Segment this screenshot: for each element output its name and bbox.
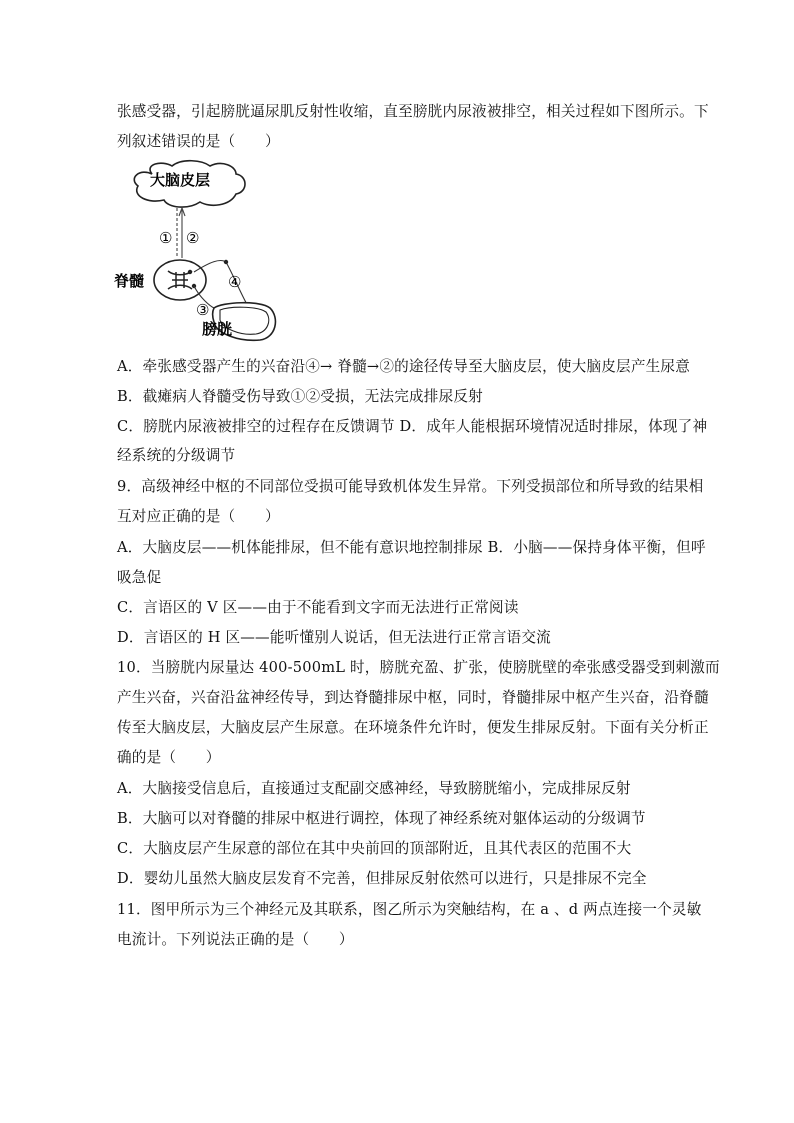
q9-stem-line-1: 9．高级神经中枢的不同部位受损可能导致机体发生异常。下列受损部位和所导致的结果相 [117, 478, 704, 495]
q10-option-a: A．大脑接受信息后，直接通过支配副交感神经，导致膀胱缩小，完成排尿反射 [117, 780, 631, 797]
pathway-4-dot [224, 260, 228, 264]
neuron-body-2 [192, 284, 196, 288]
pathway-2-label: ② [186, 229, 200, 247]
q10-stem-line-1: 10．当膀胱内尿量达 400-500mL 时，膀胱充盈、扩张，使膀胱壁的牵张感受器受到刺激而 [117, 659, 720, 676]
q9-option-c: C．言语区的 V 区——由于不能看到文字而无法进行正常阅读 [117, 599, 519, 616]
q8-option-a: A．牵张感受器产生的兴奋沿④→ 脊髓→②的途径传导至大脑皮层，使大脑皮层产生尿意 [117, 358, 691, 375]
q9-stem-line-2: 互对应正确的是（ ） [117, 508, 280, 525]
q9-option-d: D．言语区的 H 区——能听懂别人说话，但无法进行正常言语交流 [117, 629, 551, 646]
pathway-3-label: ③ [196, 301, 210, 319]
q10-option-b: B．大脑可以对脊髓的排尿中枢进行调控，体现了神经系统对躯体运动的分级调节 [117, 810, 646, 827]
q9-option-ab-line-1: A．大脑皮层——机体能排尿，但不能有意识地控制排尿 B．小脑——保持身体平衡，但呼 [117, 539, 706, 556]
q10-option-d: D．婴幼儿虽然大脑皮层发育不完善，但排尿反射依然可以进行，只是排尿不完全 [117, 870, 647, 887]
pathway-4-label: ④ [228, 273, 242, 291]
bladder-label: 膀胱 [202, 320, 233, 338]
q8-option-cd-line-2: 经系统的分级调节 [117, 447, 236, 464]
q8-option-cd-line-1: C．膀胱内尿液被排空的过程存在反馈调节 D．成年人能根据环境情况适时排尿，体现了神 [117, 418, 708, 435]
q9-option-ab-line-2: 吸急促 [117, 569, 162, 586]
micturition-reflex-diagram [110, 158, 310, 343]
q10-stem-line-4: 确的是（ ） [117, 749, 221, 766]
spinal-cord-label: 脊髓 [114, 272, 145, 290]
q11-stem-line-2: 电流计。下列说法正确的是（ ） [117, 931, 354, 948]
q8-stem-line-1: 张感受器，引起膀胱逼尿肌反射性收缩，直至膀胱内尿液被排空，相关过程如下图所示。下 [117, 103, 709, 120]
q10-stem-line-2: 产生兴奋，兴奋沿盆神经传导，到达脊髓排尿中枢，同时，脊髓排尿中枢产生兴奋，沿脊髓 [117, 689, 709, 706]
neuron-body-1 [188, 270, 192, 274]
q8-option-b: B．截瘫病人脊髓受伤导致①②受损，无法完成排尿反射 [117, 388, 483, 405]
q8-stem-line-2: 列叙述错误的是（ ） [117, 133, 280, 150]
q10-option-c: C．大脑皮层产生尿意的部位在其中央前回的顶部附近，且其代表区的范围不大 [117, 840, 632, 857]
q11-stem-line-1: 11．图甲所示为三个神经元及其联系，图乙所示为突触结构，在 a 、d 两点连接一个灵敏 [117, 901, 702, 918]
pathway-1-label: ① [159, 229, 173, 247]
diagram-svg [110, 158, 310, 343]
brain-cortex-label: 大脑皮层 [150, 171, 211, 189]
q10-stem-line-3: 传至大脑皮层，大脑皮层产生尿意。在环境条件允许时，便发生排尿反射。下面有关分析正 [117, 719, 709, 736]
